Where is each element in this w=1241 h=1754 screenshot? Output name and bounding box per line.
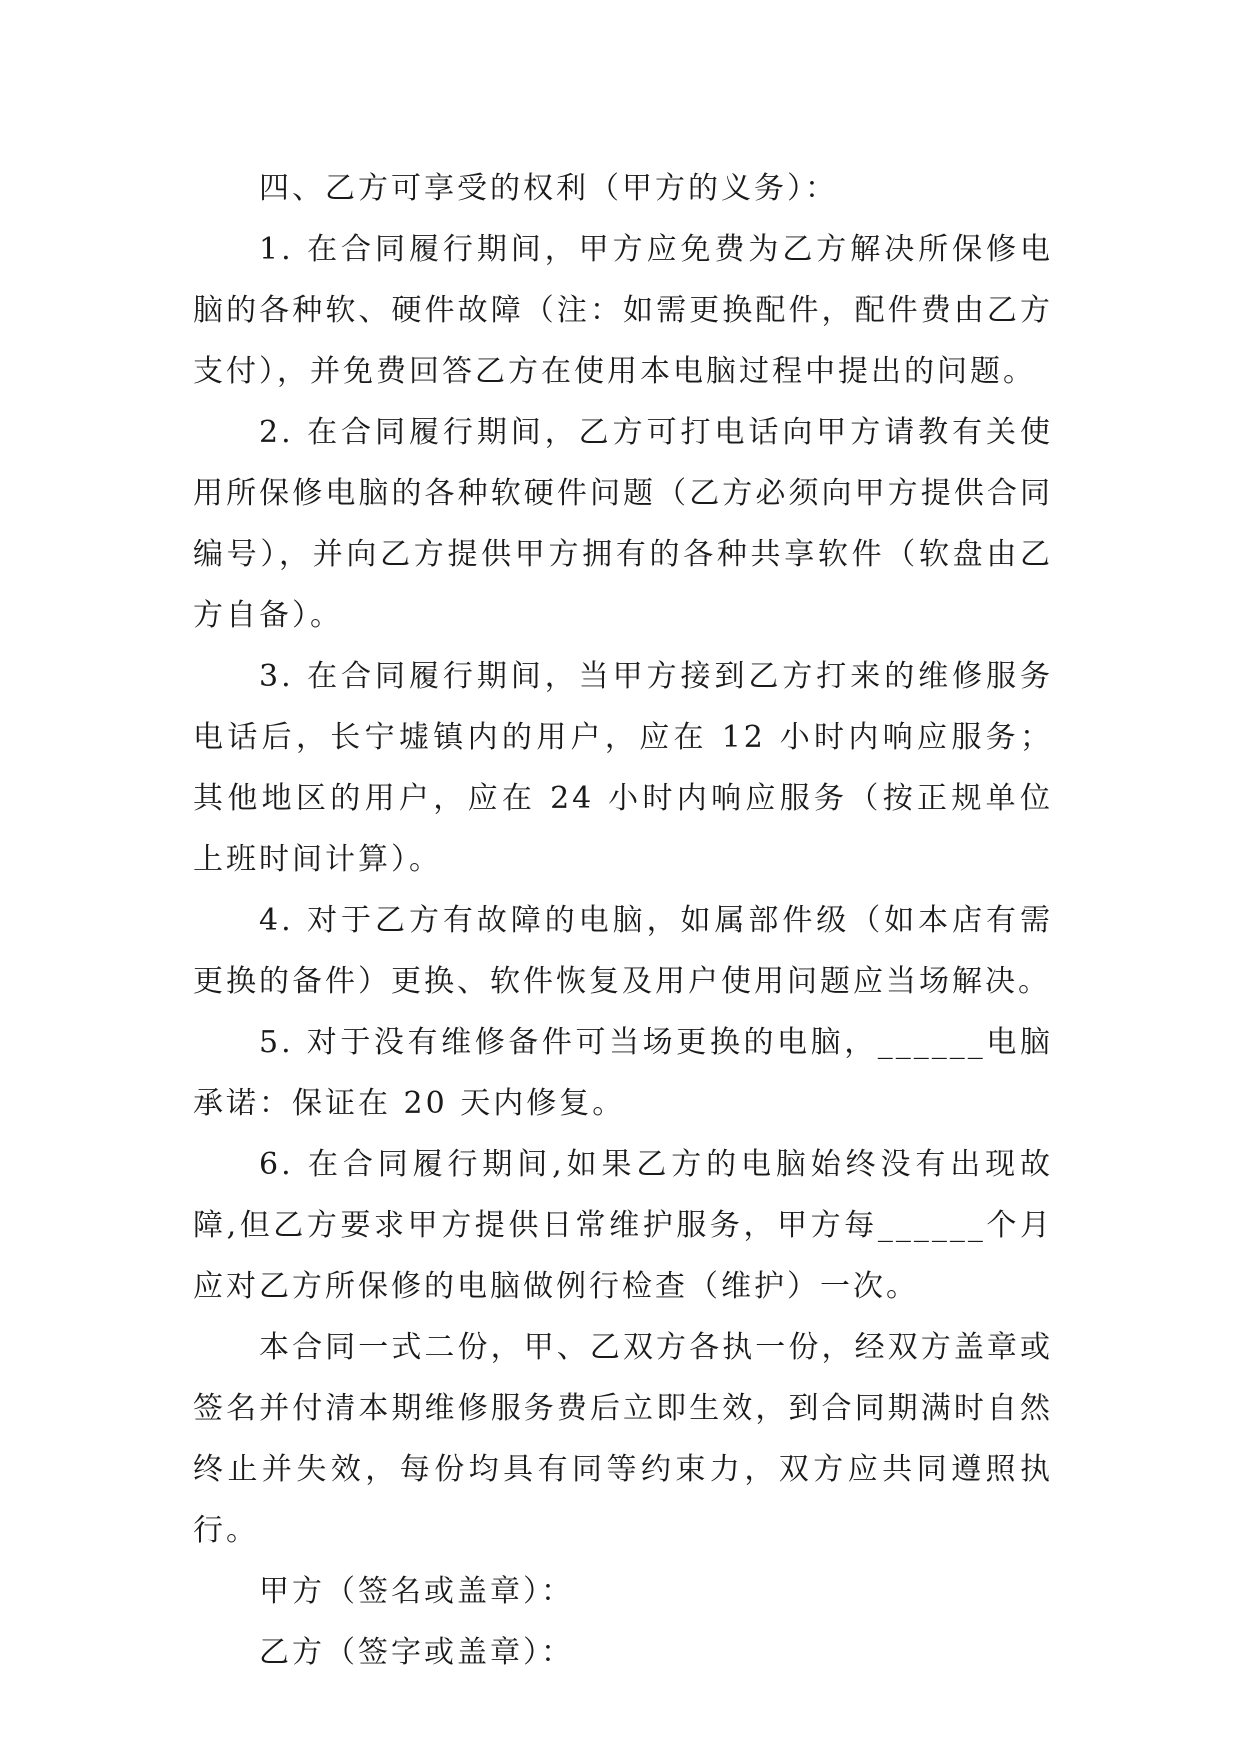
clause-4: 4. 对于乙方有故障的电脑，如属部件级（如本店有需更换的备件）更换、软件恢复及用户使用问题应当场解决。	[193, 903, 1053, 999]
clause-5: 5. 对于没有维修备件可当场更换的电脑，______电脑承诺：保证在 20 天内修复。	[193, 1025, 1053, 1121]
clause-3: 3. 在合同履行期间，当甲方接到乙方打来的维修服务电话后，长宁墟镇内的用户，应在 12 小时内响应服务；其他地区的用户，应在 24 小时内响应服务（按正规单位上班时间计算）。	[193, 659, 1053, 877]
party-a-signature: 甲方（签名或盖章）：	[259, 1574, 574, 1609]
section-heading: 四、乙方可享受的权利（甲方的义务）：	[259, 171, 838, 206]
clause-1: 1. 在合同履行期间，甲方应免费为乙方解决所保修电脑的各种软、硬件故障（注：如需更换配件，配件费由乙方支付），并免费回答乙方在使用本电脑过程中提出的问题。	[193, 232, 1053, 389]
clause-6: 6. 在合同履行期间,如果乙方的电脑始终没有出现故障,但乙方要求甲方提供日常维护服务，甲方每______个月应对乙方所保修的电脑做例行检查（维护）一次。	[193, 1147, 1053, 1304]
party-b-signature: 乙方（签字或盖章）：	[259, 1635, 574, 1670]
clause-2: 2. 在合同履行期间，乙方可打电话向甲方请教有关使用所保修电脑的各种软硬件问题（乙方必须向甲方提供合同编号），并向乙方提供甲方拥有的各种共享软件（软盘由乙方自备）。	[193, 415, 1053, 633]
closing-paragraph: 本合同一式二份，甲、乙双方各执一份，经双方盖章或签名并付清本期维修服务费后立即生效，到合同期满时自然终止并失效，每份均具有同等约束力，双方应共同遵照执行。	[193, 1330, 1053, 1548]
document-page	[193, 158, 1053, 1683]
